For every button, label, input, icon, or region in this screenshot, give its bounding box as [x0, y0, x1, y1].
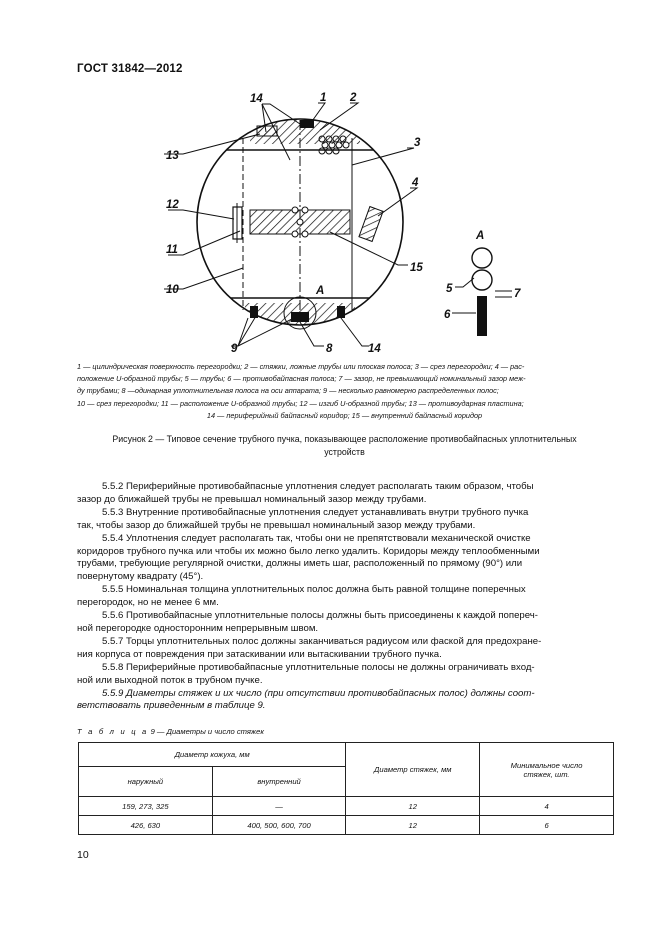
document-header: ГОСТ 31842—2012: [77, 63, 183, 75]
paragraph-5-5-2: 5.5.2 Периферийные противобайпасные уплотнения следует располагать таким образом, чтобы: [102, 481, 534, 492]
label-7: 7: [514, 288, 521, 300]
paragraph-continuation: зазор до ближайшей трубы не превышал номинальный зазор между трубами.: [77, 493, 427, 505]
table-caption: [77, 727, 264, 736]
header-outer: наружный: [79, 767, 213, 797]
body-text: [77, 481, 612, 713]
paragraph-continuation: ния корпуса от повреждения при затаскивании или вытаскивании трубного пучка.: [77, 648, 442, 660]
paragraph-5-5-8: 5.5.8 Периферийные противобайпасные уплотнительные полосы не должны ограничивать вход-: [102, 661, 535, 673]
paragraph-continuation: коридоров трубного пучка или чтобы их можно было легко удалить. Коридоры между теплообменными: [77, 545, 540, 557]
label-9: 9: [231, 343, 238, 355]
tube-bundle-section-figure: [150, 88, 540, 360]
figure-caption: [77, 433, 612, 459]
label-4: 4: [412, 177, 419, 189]
seal-strip-detail: [477, 296, 487, 336]
paragraph-5-5-6: 5.5.6 Противобайпасные уплотнительные полосы должны быть присоединены к каждой попереч-: [102, 610, 538, 622]
label-3: 3: [414, 137, 421, 149]
legend-line: положение U-образной трубы; 5 — трубы; 6 — противобайпасная полоса; 7 — зазор, не превышающий номинальный зазор меж-: [77, 374, 526, 384]
header-tie-diameter: Диаметр стяжек, мм: [346, 743, 480, 797]
tie-rod-table: [78, 742, 614, 835]
table-caption-prefix: Т а б л и ц а: [77, 727, 149, 736]
cell-outer: 426, 630: [79, 816, 213, 835]
label-10: 10: [166, 284, 179, 296]
label-15: 15: [410, 262, 423, 274]
caption-line: Рисунок 2 — Типовое сечение трубного пучка, показывающее расположение противобайпасных уплотнительных: [112, 434, 577, 444]
label-12: 12: [166, 199, 179, 211]
label-8: 8: [326, 343, 333, 355]
paragraph-5-5-3: 5.5.3 Внутренние противобайпасные уплотнения следует устанавливать внутри трубного пучка: [102, 506, 529, 518]
cell-inner: —: [212, 797, 346, 816]
paragraph-5-5-9: 5.5.9 Диаметры стяжек и их число (при отсутствии противобайпасных полос) должны соот-: [102, 687, 535, 699]
cell-tie: 12: [346, 816, 480, 835]
header-shell-diameter: Диаметр кожуха, мм: [79, 743, 346, 767]
legend-line: 14 — периферийный байпасный коридор; 15 — внутренний байпасный коридор: [206, 410, 483, 420]
paragraph-5-5-5: 5.5.5 Номинальная толщина уплотнительных полос должна быть равной толщине поперечных: [102, 584, 526, 596]
label-a-detail: А: [476, 230, 485, 242]
label-1: 1: [320, 92, 327, 104]
paragraph-continuation: ной перегородке односторонним непрерывным швом.: [77, 622, 319, 634]
paragraph-continuation: перегородок, но не менее 6 мм.: [77, 597, 219, 609]
table-row: [79, 816, 614, 835]
label-14-bottom: 14: [368, 343, 381, 355]
label-a-main: А: [316, 285, 325, 297]
paragraph-continuation: трубами, требующие регулярной очистки, должны иметь шаг, расположенный по прямому (90°) или: [77, 558, 523, 570]
label-5: 5: [446, 283, 453, 295]
figure-legend: [77, 361, 612, 422]
table-row: [79, 797, 614, 816]
cell-tie: 12: [346, 797, 480, 816]
paragraph-continuation: ветствовать приведенным в таблице 9.: [77, 700, 266, 712]
cell-count: 4: [480, 797, 614, 816]
label-6: 6: [444, 309, 451, 321]
legend-line: 10 — срез перегородки; 11 — расположение U-образной трубы; 12 — изгиб U-образной трубы; 13 — противоударная пластина;: [77, 398, 524, 408]
label-14-top: 14: [250, 93, 263, 105]
cell-outer: 159, 273, 325: [79, 797, 213, 816]
u-tube-right: [359, 207, 383, 242]
paragraph-continuation: так, чтобы зазор до ближайшей трубы не превышал номинальный зазор между трубами.: [77, 519, 476, 531]
header-min-count: Минимальное число стяжек, шт.: [480, 743, 614, 797]
table-caption-title: 9 — Диаметры и число стяжек: [148, 727, 264, 736]
paragraph-5-5-4: 5.5.4 Уплотнения следует располагать так, чтобы они не препятствовали механической очистке: [102, 532, 531, 544]
header-inner: внутренний: [212, 767, 346, 797]
label-11: 11: [166, 244, 178, 256]
caption-line: устройств: [324, 447, 365, 457]
label-13: 13: [166, 150, 179, 162]
paragraph-continuation: повернутому квадрату (45°).: [77, 571, 204, 583]
cell-inner: 400, 500, 600, 700: [212, 816, 346, 835]
legend-line: ду трубами; 8 —одинарная уплотнительная полоса на оси аппарата; 9 — несколько равномерно распределенных полос;: [77, 386, 499, 396]
legend-line: 1 — цилиндрическая поверхность перегородки; 2 — стяжки, ложные трубы или плоская полоса; 3 — срез перегородки; 4 — рас-: [77, 362, 525, 371]
label-2: 2: [350, 92, 357, 104]
cell-count: 6: [480, 816, 614, 835]
page-number: 10: [77, 849, 89, 861]
paragraph-continuation: ной или выходной поток в трубном пучке.: [77, 674, 263, 686]
paragraph-5-5-7: 5.5.7 Торцы уплотнительных полос должны заканчиваться радиусом или фаской для предохране-: [102, 635, 542, 647]
